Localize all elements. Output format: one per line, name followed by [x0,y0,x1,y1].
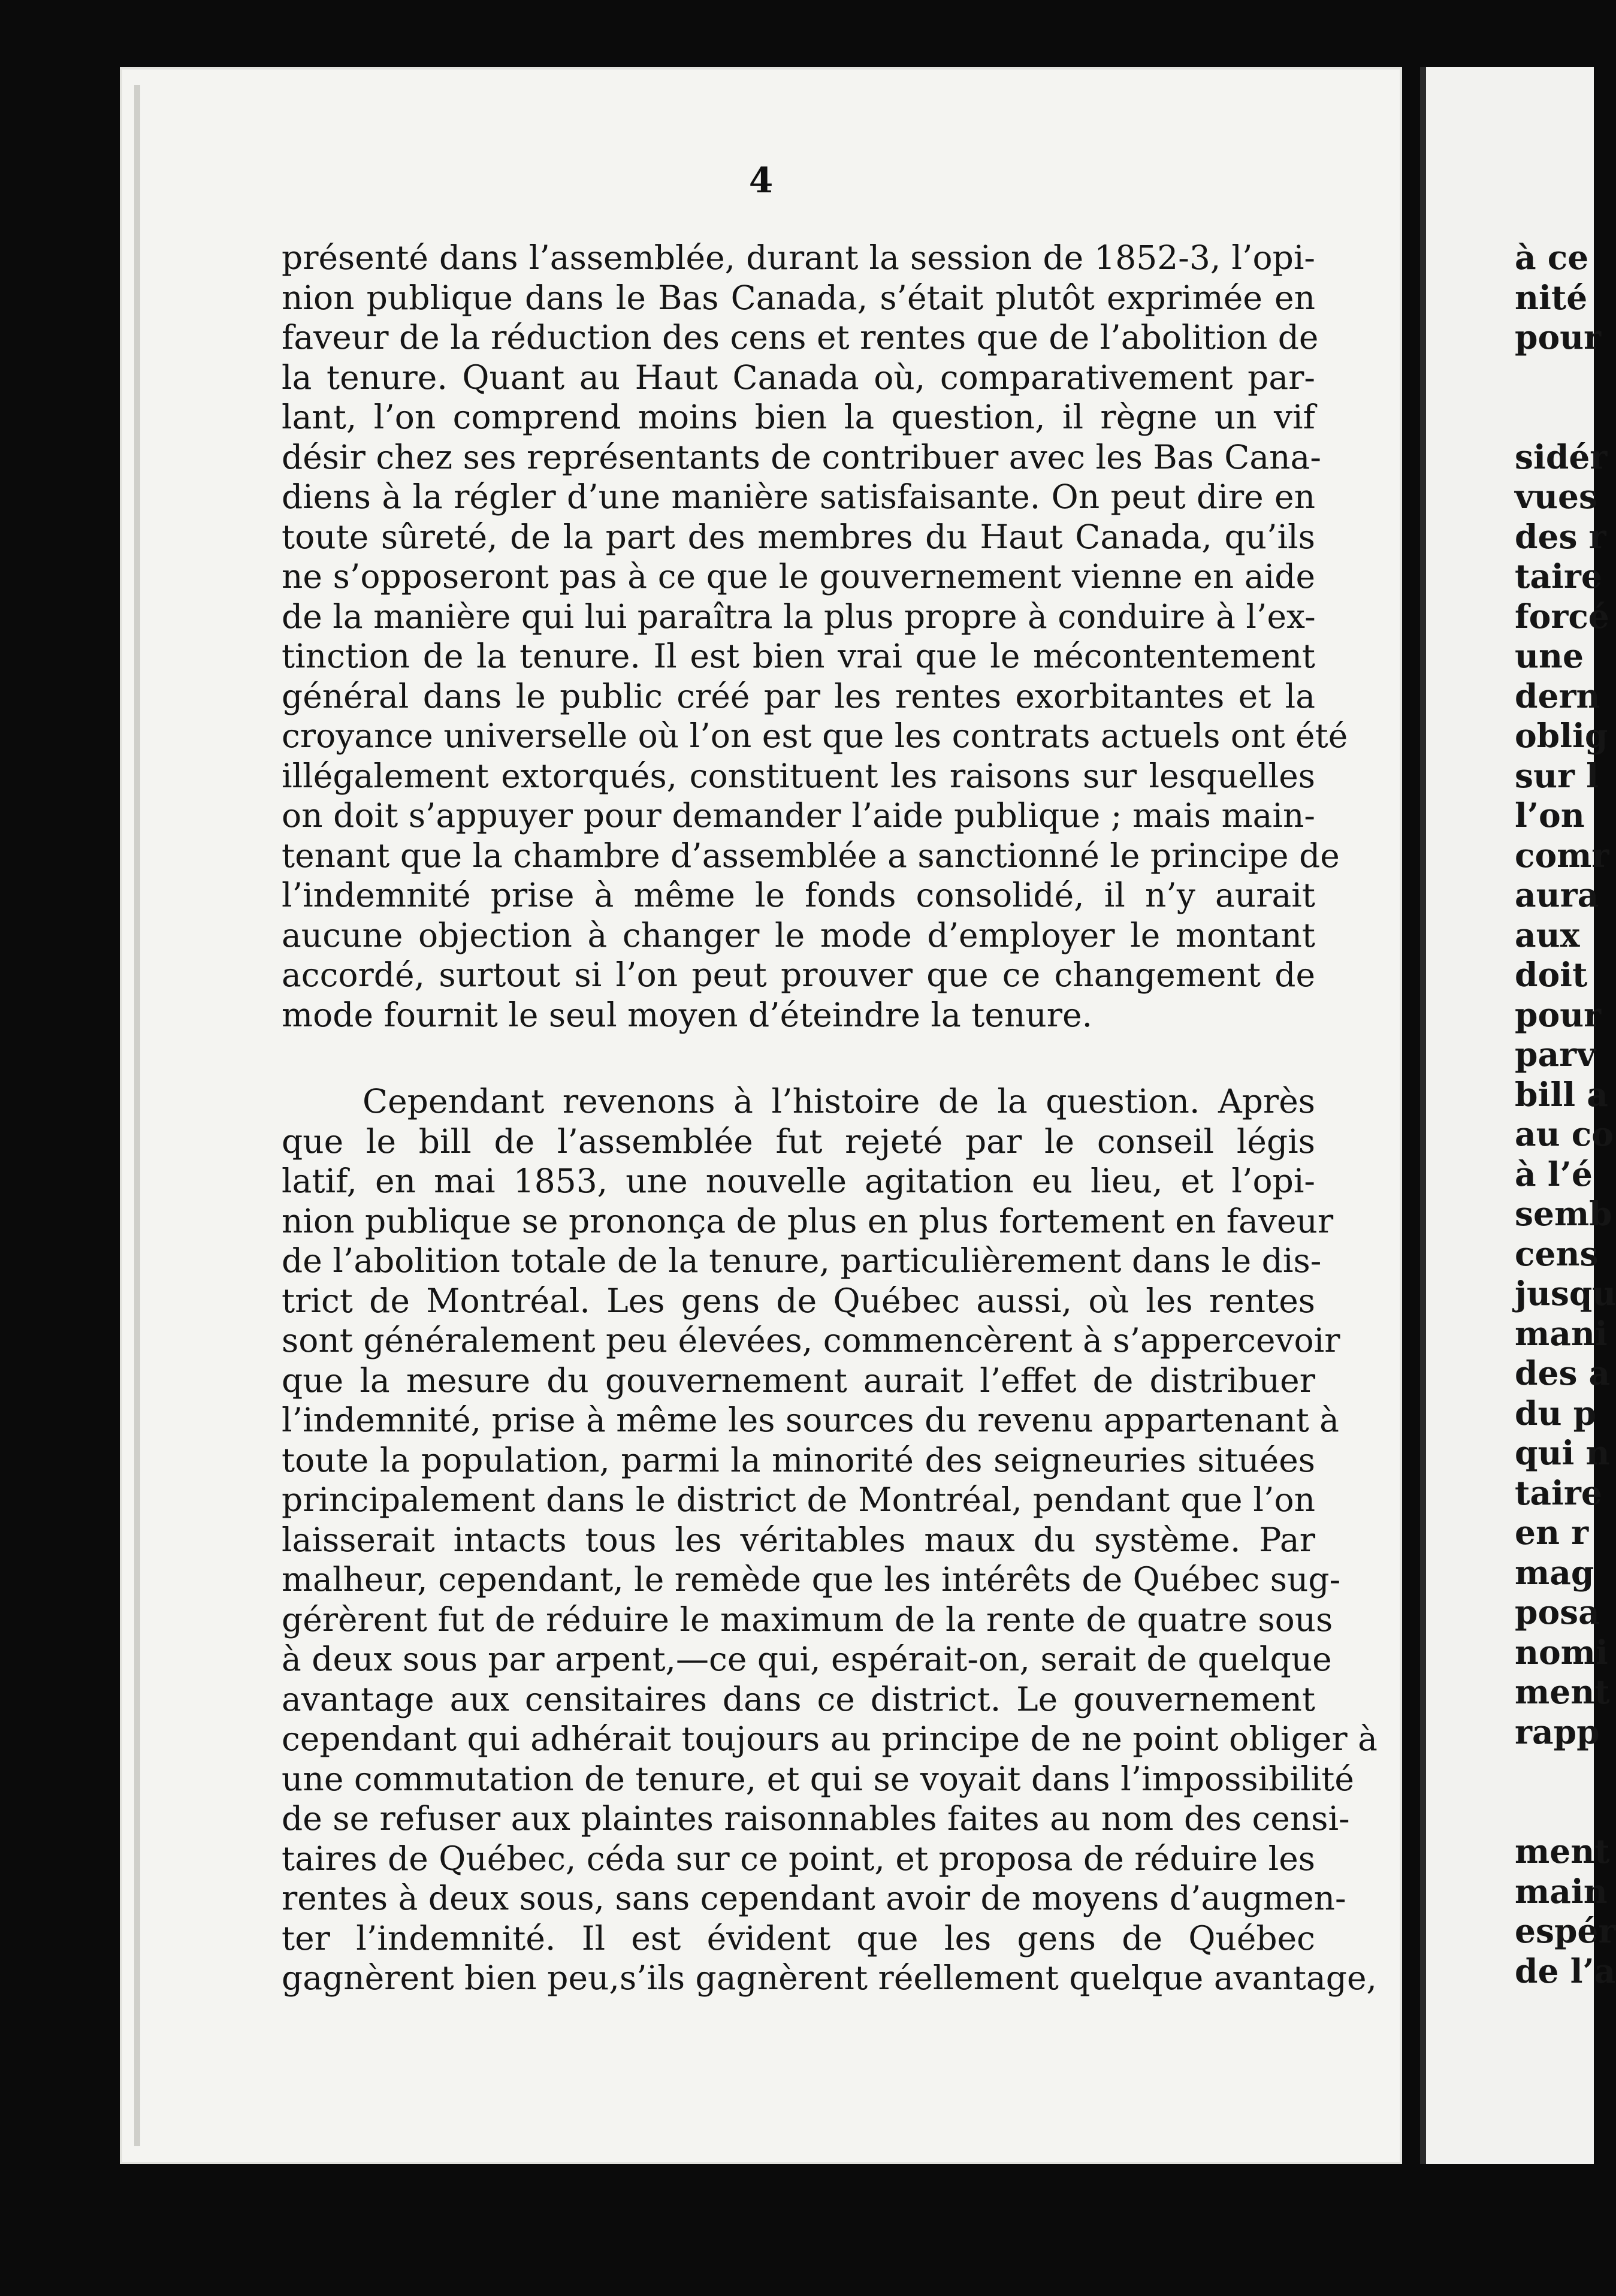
facing-line-fragment: oblig [1515,716,1608,755]
facing-line-fragment: une [1515,636,1584,675]
text-line: présenté dans l’assemblée, durant la session de 1852-3, l’opi- [282,238,1315,277]
facing-line-fragment: parv [1515,1035,1596,1074]
text-line: ter l’indemnité. Il est évident que les gens de Québec [282,1919,1315,1957]
paragraph-gap [282,1035,1315,1081]
facing-line-fragment: à ce [1515,238,1589,277]
text-line: avantage aux censitaires dans ce district. Le gouvernement [282,1679,1315,1718]
text-line: gérèrent fut de réduire le maximum de la rente de quatre sous [282,1600,1333,1639]
text-line: l’indemnité prise à même le fonds consolidé, il n’y aurait [282,876,1315,914]
text-line: que la mesure du gouvernement aurait l’effet de distribuer [282,1361,1315,1400]
facing-line-fragment: du p [1515,1393,1597,1433]
text-line: taires de Québec, céda sur ce point, et proposa de réduire les [282,1839,1315,1878]
facing-line-fragment: vues [1515,477,1597,516]
facing-line-fragment: ment [1515,1832,1610,1871]
text-line: de la manière qui lui paraîtra la plus propre à conduire à l’ex- [282,597,1316,636]
facing-line-fragment: jusqu [1515,1274,1616,1313]
facing-line-fragment [1515,1752,1616,1792]
facing-line-fragment: l’on [1515,796,1585,835]
text-line: la tenure. Quant au Haut Canada où, comparativement par- [282,358,1315,397]
facing-line-fragment: au co [1515,1114,1614,1153]
facing-line-fragment: nomi [1515,1632,1608,1672]
text-line: rentes à deux sous, sans cependant avoir de moyens d’augmen- [282,1879,1346,1917]
facing-line-fragment: posa [1515,1593,1600,1632]
text-line: une commutation de tenure, et qui se voyait dans l’impossibilité [282,1759,1354,1798]
text-line: on doit s’appuyer pour demander l’aide publique ; mais main- [282,796,1315,835]
facing-line-fragment: main [1515,1871,1608,1911]
text-line: nion publique se prononça de plus en plus fortement en faveur [282,1201,1334,1240]
text-line: accordé, surtout si l’on peut prouver que ce changement de [282,956,1315,994]
text-line: malheur, cependant, le remède que les intérêts de Québec sug- [282,1560,1341,1599]
facing-line-fragment: ment [1515,1672,1610,1711]
facing-line-fragment: semb [1515,1194,1612,1233]
text-line: toute sûreté, de la part des membres du Haut Canada, qu’ils [282,517,1315,556]
text-line: trict de Montréal. Les gens de Québec aussi, où les rentes [282,1281,1315,1320]
text-line: tinction de la tenure. Il est bien vrai que le mécontentement [282,637,1315,675]
facing-line-fragment: forcé [1515,596,1609,636]
paragraph [282,1081,1378,1998]
facing-line-fragment: doit [1515,955,1588,994]
page-number: 4 [748,160,774,201]
facing-line-fragment: mag [1515,1552,1594,1592]
text-line: nion publique dans le Bas Canada, s’était plutôt exprimée en [282,278,1315,317]
facing-line-fragment: des a [1515,1354,1611,1392]
book-page [120,67,1402,2164]
text-line: faveur de la réduction des cens et rentes que de l’abolition de [282,318,1319,357]
facing-line-fragment: de l’a [1515,1951,1616,1990]
text-line: que le bill de l’assemblée fut rejeté par le conseil légis [282,1122,1315,1161]
facing-line-fragment: bill a [1515,1074,1608,1114]
text-line: latif, en mai 1853, une nouvelle agitation eu lieu, et l’opi- [282,1162,1315,1200]
paragraph [282,238,1348,1035]
text-line: à deux sous par arpent,—ce qui, espérait-on, serait de quelque [282,1640,1332,1678]
text-line: croyance universelle où l’on est que les contrats actuels ont été [282,717,1348,755]
text-line: sont généralement peu élevées, commencèrent à s’appercevoir [282,1321,1340,1360]
facing-line-fragment: des r [1515,516,1606,556]
facing-line-fragment: espér [1515,1911,1616,1950]
text-line: laisserait intacts tous les véritables maux du système. Par [282,1520,1315,1559]
facing-line-fragment: aux [1515,915,1580,954]
facing-line-fragment: pour [1515,318,1602,357]
text-line: toute la population, parmi la minorité des seigneuries situées [282,1440,1315,1479]
facing-page-text [1515,238,1616,1991]
facing-line-fragment: à l’é [1515,1154,1593,1194]
text-line: général dans le public créé par les rentes exorbitantes et la [282,676,1315,715]
facing-line-fragment: sur l [1515,756,1599,795]
text-line: diens à la régler d’une manière satisfaisante. On peut dire en [282,478,1315,516]
text-line: Cependant revenons à l’histoire de la question. Après [363,1082,1315,1120]
facing-line-fragment: nité [1515,277,1588,317]
text-line: lant, l’on comprend moins bien la question, il règne un vif [282,398,1315,436]
text-line: gagnèrent bien peu,s’ils gagnèrent réellement quelque avantage, [282,1959,1378,1997]
facing-line-fragment [1515,1792,1616,1832]
facing-line-fragment: sidér [1515,437,1608,476]
text-line: de l’abolition totale de la tenure, particulièrement dans le dis- [282,1241,1322,1280]
body-text [282,238,1378,1998]
facing-line-fragment [1515,397,1616,437]
text-line: ne s’opposeront pas à ce que le gouvernement vienne en aide [282,557,1315,596]
facing-line-fragment: taire [1515,1473,1602,1512]
facing-line-fragment: aura [1515,875,1599,914]
facing-page-edge [1420,67,1616,2164]
facing-line-fragment: mani [1515,1313,1608,1353]
facing-line-fragment: dern [1515,676,1600,715]
text-line: cependant qui adhérait toujours au principe de ne point obliger à [282,1720,1378,1758]
facing-line-fragment: en r [1515,1513,1589,1552]
text-line: mode fournit le seul moyen d’éteindre la tenure. [282,995,1093,1034]
text-line: de se refuser aux plaintes raisonnables faites au nom des censi- [282,1799,1350,1838]
facing-line-fragment: cens [1515,1234,1599,1273]
facing-line-fragment: qui n [1515,1433,1610,1472]
facing-line-fragment: rapp [1515,1712,1600,1751]
text-line: désir chez ses représentants de contribuer avec les Bas Cana- [282,437,1321,476]
text-line: principalement dans le district de Montréal, pendant que l’on [282,1481,1315,1519]
text-line: illégalement extorqués, constituent les raisons sur lesquelles [282,756,1315,795]
facing-line-fragment: pour [1515,995,1602,1034]
facing-line-fragment [1515,358,1616,398]
text-line: aucune objection à changer le mode d’employer le montant [282,916,1315,954]
facing-line-fragment: taire [1515,557,1602,596]
facing-line-fragment: comr [1515,835,1609,875]
text-line: l’indemnité, prise à même les sources du revenu appartenant à [282,1401,1339,1439]
text-line: tenant que la chambre d’assemblée a sanctionné le principe de [282,836,1340,875]
